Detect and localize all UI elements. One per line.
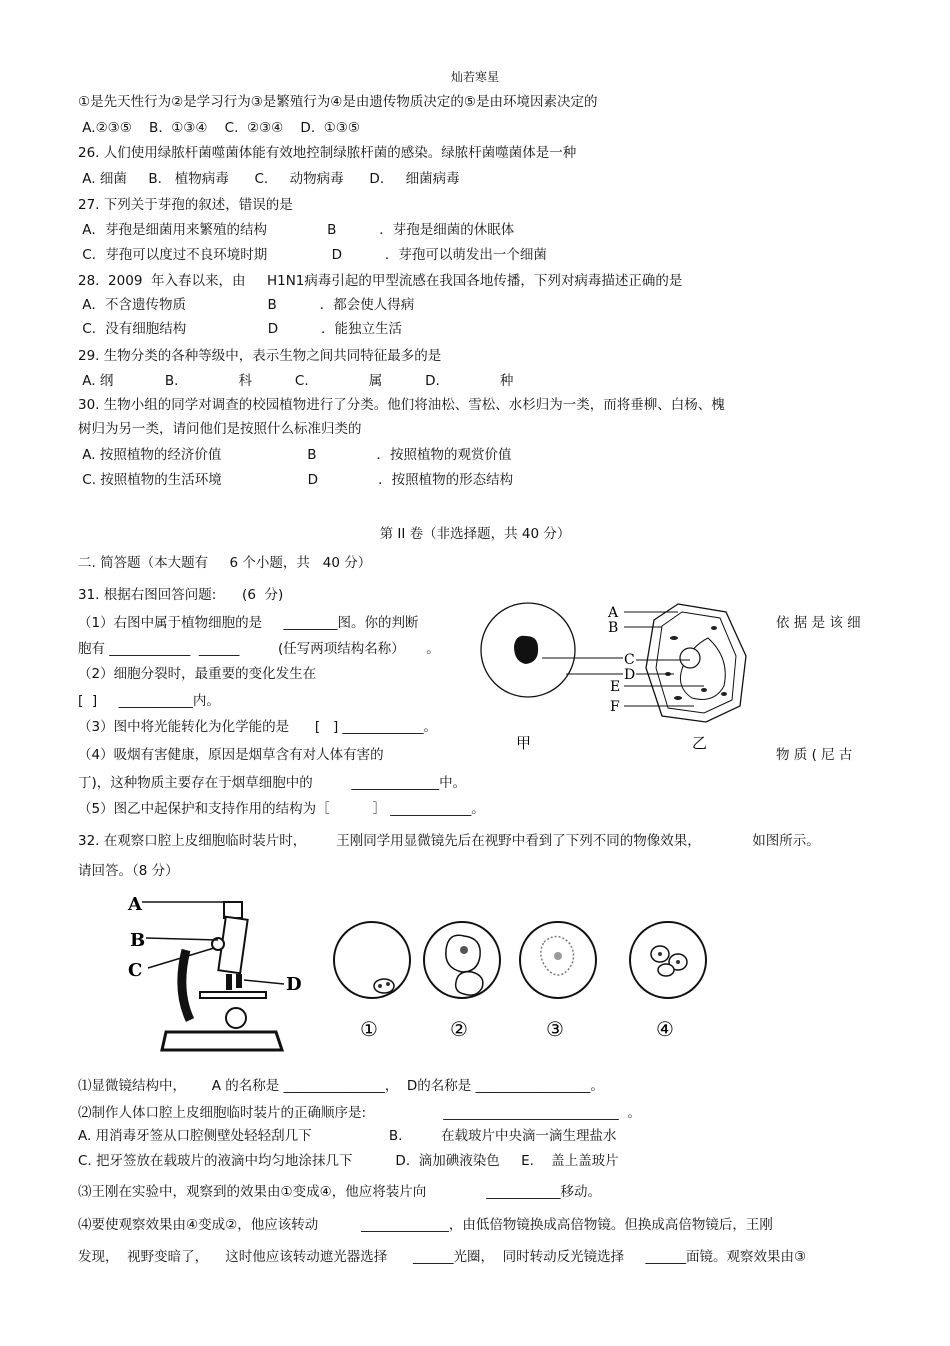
q32-title-2: 请回答。（8 分） bbox=[78, 863, 179, 879]
q31-line: 依 据 是 该 细 bbox=[776, 615, 861, 631]
text-line: 27. 下列关于芽孢的叙述，错误的是 bbox=[78, 197, 293, 213]
text-line: A．芽孢是细菌用来繁殖的结构 B ．芽孢是细菌的休眠体 bbox=[78, 222, 515, 238]
text-line: A.②③⑤ B. ①③④ C. ②③④ D. ①③⑤ bbox=[78, 120, 361, 136]
view-label-4: ④ bbox=[656, 1017, 674, 1041]
q31-line: （4）吸烟有害健康，原因是烟草含有对人体有害的 bbox=[78, 747, 384, 763]
q32-line: ⑶王刚在实验中，观察到的效果由①变成④，他应将装片向 ___________移动。 bbox=[78, 1184, 602, 1200]
mic-label-d: D bbox=[286, 974, 302, 995]
q32-line: ⑵制作人体口腔上皮细胞临时装片的正确顺序是: __________________________ 。 bbox=[78, 1105, 641, 1121]
q31-line: 丁)，这种物质主要存在于烟草细胞中的 _____________中。 bbox=[78, 775, 467, 791]
q31-line: （1）右图中属于植物细胞的是 ________图。你的判断 bbox=[78, 615, 419, 631]
fig-label-d: D bbox=[624, 667, 636, 683]
text-line: A. 细菌 B. 植物病毒 C. 动物病毒 D. 细菌病毒 bbox=[78, 171, 460, 187]
q32-line: ⑴显微镜结构中， A 的名称是 _______________， D的名称是 _________________。 bbox=[78, 1078, 604, 1094]
fig-label-yi: 乙 bbox=[692, 734, 708, 752]
view-label-2: ② bbox=[450, 1017, 468, 1041]
text-line: 28. 2009 年入春以来，由 H1N1病毒引起的甲型流感在我国各地传播，下列对病毒描述正确的是 bbox=[78, 273, 683, 289]
section-title: 第 II 卷（非选择题，共 40 分） bbox=[379, 526, 571, 542]
q31-line: [ ] ___________内。 bbox=[78, 693, 220, 709]
fig-label-c: C bbox=[624, 652, 635, 668]
fig-label-a: A bbox=[608, 605, 619, 621]
view-label-1: ① bbox=[360, 1017, 378, 1041]
text-line: A．不含遗传物质 B ．都会使人得病 bbox=[78, 297, 415, 313]
q32-line: C. 把牙签放在载玻片的液滴中均匀地涂抹几下 D. 滴加碘液染色 E. 盖上盖玻片 bbox=[78, 1153, 619, 1169]
q31-line: 物 质 ( 尼 古 bbox=[776, 747, 853, 763]
text-line: 29. 生物分类的各种等级中，表示生物之间共同特征最多的是 bbox=[78, 348, 442, 364]
fig-label-f: F bbox=[610, 699, 620, 715]
text-line: 30. 生物小组的同学对调查的校园植物进行了分类。他们将油松、雪松、水杉归为一类，而将垂柳、白杨、槐 bbox=[78, 397, 725, 413]
mic-label-c: C bbox=[128, 960, 143, 981]
text-line: ①是先天性行为②是学习行为③是繁殖行为④是由遗传物质决定的⑤是由环境因素决定的 bbox=[78, 94, 598, 110]
text-line: A. 纲 B. 科 C. 属 D. 种 bbox=[78, 373, 514, 389]
q31-line: （5）图乙中起保护和支持作用的结构为［ ］ ____________。 bbox=[78, 801, 485, 817]
microscope-diagram bbox=[126, 890, 306, 1062]
fig-label-jia: 甲 bbox=[516, 734, 532, 752]
text-line: C．没有细胞结构 D ．能独立生活 bbox=[78, 321, 403, 337]
text-line: C．芽孢可以度过不良环境时期 D ．芽孢可以萌发出一个细菌 bbox=[78, 247, 547, 263]
mic-label-a: A bbox=[128, 894, 142, 915]
fig-label-e: E bbox=[610, 679, 621, 695]
q31-line: （3）图中将光能转化为化学能的是 [ ] ____________。 bbox=[78, 719, 438, 735]
view-label-3: ③ bbox=[546, 1017, 564, 1041]
text-line: 树归为另一类，请问他们是按照什么标准归类的 bbox=[78, 421, 362, 437]
q32-line: ⑷要使观察效果由④变成②，他应该转动 _____________，由低倍物镜换成高倍物镜。但换成高倍物镜后，王刚 bbox=[78, 1217, 773, 1233]
q31-line: （2）细胞分裂时，最重要的变化发生在 bbox=[78, 666, 317, 682]
cell-diagram bbox=[478, 598, 768, 758]
part-title: 二. 简答题（本大题有 6 个小题，共 40 分） bbox=[78, 555, 372, 571]
q31-title: 31. 根据右图回答问题: (6 分) bbox=[78, 587, 284, 603]
text-line: 26. 人们使用绿脓杆菌噬菌体能有效地控制绿脓杆菌的感染。绿脓杆菌噬菌体是一种 bbox=[78, 145, 577, 161]
fig-label-b: B bbox=[608, 620, 619, 636]
q32-line: A. 用消毒牙签从口腔侧壁处轻轻刮几下 B. 在载玻片中央滴一滴生理盐水 bbox=[78, 1128, 617, 1144]
microscope-views bbox=[322, 914, 722, 1044]
q32-title: 32. 在观察口腔上皮细胞临时装片时， 王刚同学用显微镜先后在视野中看到了下列不同的物像效果， 如图所示。 bbox=[78, 833, 820, 849]
q31-line: 胞有 ____________ ______ (任写两项结构名称） 。 bbox=[78, 641, 440, 657]
text-line: A. 按照植物的经济价值 B ．按照植物的观赏价值 bbox=[78, 447, 512, 463]
page-header: 灿若寒星 bbox=[450, 70, 499, 84]
q32-line: 发现， 视野变暗了， 这时他应该转动遮光器选择 ______光圈， 同时转动反光镜选择 ______面镜。观察效果由③ bbox=[78, 1249, 807, 1265]
mic-label-b: B bbox=[130, 930, 146, 951]
text-line: C. 按照植物的生活环境 D ．按照植物的形态结构 bbox=[78, 472, 514, 488]
